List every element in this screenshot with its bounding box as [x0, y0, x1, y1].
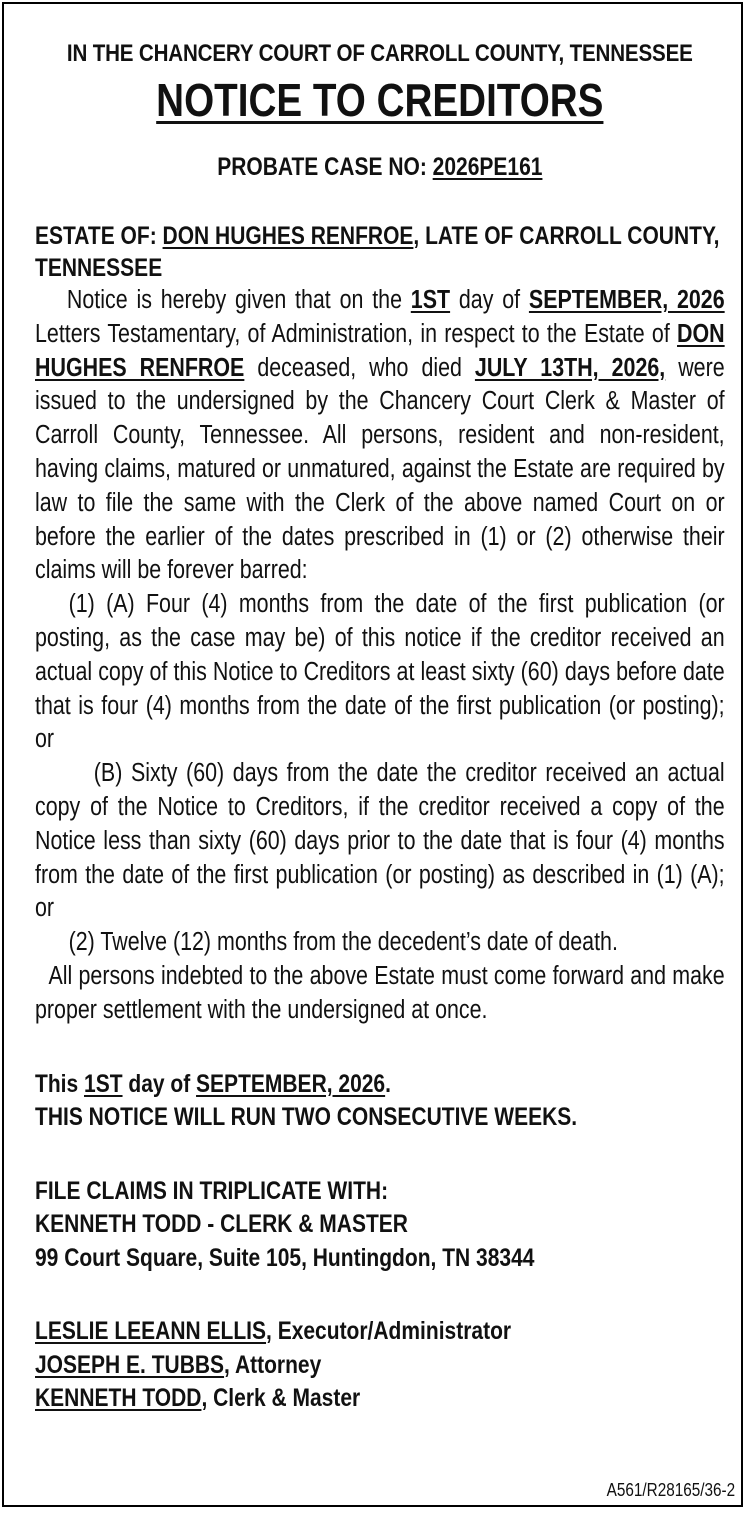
- dated-text: This: [35, 1069, 85, 1098]
- estate-decedent: DON HUGHES RENFROE: [162, 222, 414, 250]
- notice-month-year: SEPTEMBER, 2026: [528, 286, 725, 314]
- body-paragraph-2: (1) (A) Four (4) months from the date of the first publication (or posting, as the case may be) of this notice if the creditor received an actual copy of this Notice to Creditors at least sixty (60) days before date that is four (4) months from the date of the first publication (or posting); or: [35, 590, 725, 754]
- signatory-role: , Executor/Administrator: [266, 1317, 512, 1346]
- signatory-attorney: [35, 1349, 725, 1383]
- body-paragraph-4: (2) Twelve (12) months from the decedent’s date of death.: [68, 928, 618, 957]
- estate-label: ESTATE OF:: [35, 222, 157, 250]
- dated-month-year: SEPTEMBER, 2026: [196, 1069, 386, 1098]
- body-text: Letters Testamentary, of Administration, in respect to the Estate of: [35, 319, 678, 348]
- signatory-clerk: [35, 1382, 725, 1416]
- signatory-role: , Clerk & Master: [201, 1384, 361, 1413]
- signatory-executor: [35, 1315, 725, 1349]
- case-number: 2026PE161: [432, 153, 543, 181]
- reference-code: A561/R28165/36-2: [606, 1480, 735, 1500]
- signatory-name: KENNETH TODD: [35, 1384, 202, 1413]
- body-decedent: DON HUGHES RENFROE: [35, 319, 725, 382]
- estate-late-of: , LATE OF CARROLL COUNTY, TENNESSEE: [35, 222, 720, 282]
- dated-text: day of: [122, 1069, 197, 1098]
- notice-document: [35, 4, 725, 1416]
- body-text: day of: [450, 286, 529, 314]
- court-heading: IN THE CHANCERY COURT OF CARROLL COUNTY, TENNESSEE: [66, 40, 693, 67]
- case-label: PROBATE CASE NO:: [217, 153, 427, 181]
- dated-line: [35, 1068, 725, 1102]
- claims-block: [35, 1175, 725, 1276]
- body-text: deceased, who died: [244, 353, 475, 382]
- notice-title: NOTICE TO CREDITORS: [156, 74, 604, 126]
- body-text: Notice is hereby given that on the: [66, 286, 411, 314]
- signatory-role: , Attorney: [224, 1350, 322, 1379]
- estate-heading: [35, 220, 725, 284]
- claims-address: 99 Court Square, Suite 105, Huntingdon, TN 38344: [35, 1243, 535, 1272]
- body-paragraph-3: (B) Sixty (60) days from the date the creditor received an actual copy of the Notice to Creditors, if the creditor received a copy of the Notice less than sixty (60) days prior to the date that is four (4) months from the date of the first publication (or posting) as described in (1) (A); or: [35, 759, 725, 923]
- signatory-name: JOSEPH E. TUBBS: [35, 1350, 225, 1379]
- dated-text: .: [385, 1069, 391, 1098]
- claims-clerk: KENNETH TODD - CLERK & MASTER: [35, 1210, 408, 1239]
- dated-day: 1ST: [84, 1069, 123, 1098]
- claims-instruction: FILE CLAIMS IN TRIPLICATE WITH:: [35, 1176, 389, 1205]
- signatories-block: [35, 1315, 725, 1416]
- body-paragraph-1: [35, 284, 725, 588]
- run-notice: THIS NOTICE WILL RUN TWO CONSECUTIVE WEEKS.: [35, 1103, 578, 1132]
- body-text: were issued to the undersigned by the Chancery Court Clerk & Master of Carroll County, Tennessee. All persons, resident and non-resident, having claims, matured or unmatured, against the Estate are required by law to file the same with the Clerk of the above named Court on or before the earlier of the dates prescribed in (1) or (2) otherwise their claims will be forever barred:: [35, 353, 725, 585]
- notice-day: 1ST: [410, 286, 451, 314]
- signatory-name: LESLIE LEEANN ELLIS: [35, 1317, 267, 1346]
- case-number-line: [35, 152, 725, 182]
- body-paragraph-5: All persons indebted to the above Estate must come forward and make proper settlement with the undersigned at once.: [35, 961, 725, 1024]
- notice-frame: [2, 2, 743, 1507]
- dated-block: [35, 1068, 725, 1135]
- notice-body: [35, 284, 725, 1028]
- death-date: JULY 13TH, 2026,: [474, 353, 666, 382]
